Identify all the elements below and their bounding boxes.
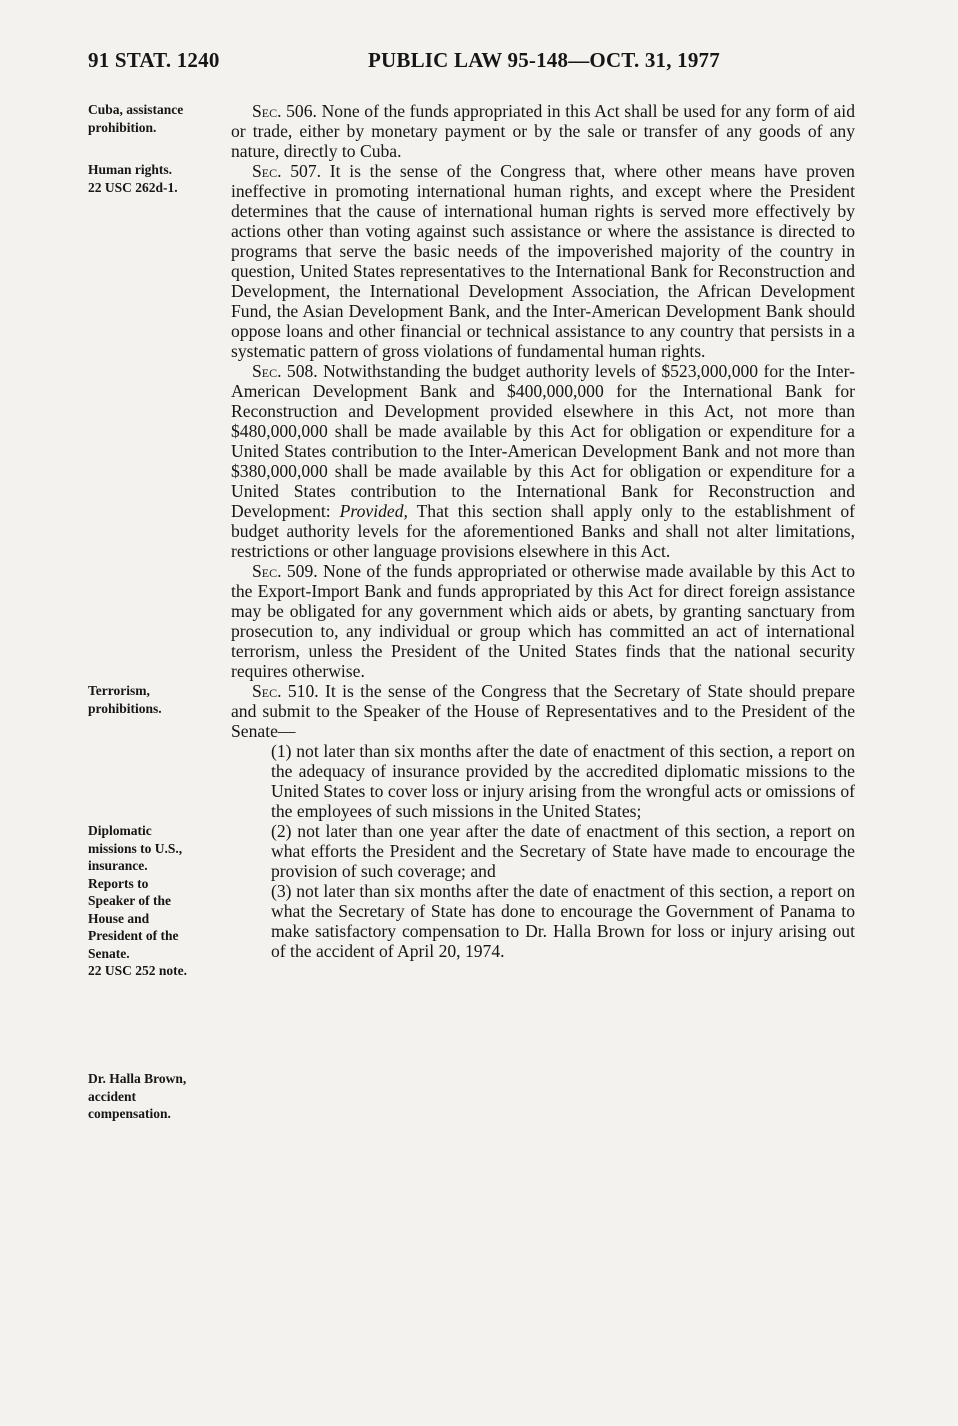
section-text: None of the funds appropriated or otherwise made available by this Act to the Export-Import Bank and funds appropriated by this Act for direct foreign assistance may be obligated for any government which aids or abets, by granting sanctuary from prosecution to, any individual or group which has committed an act of international terrorism, unless the President of the United States finds that the national security requires otherwise.	[231, 561, 855, 681]
section-510-item-3: (3) not later than six months after the date of enactment of this section, a report on what the Secretary of State has done to encourage the Government of Panama to make satisfactory compensation to Dr. Halla Brown for loss or injury arising out of the accident of April 20, 1974.	[271, 881, 855, 961]
section-text-continued: That this section shall apply only to the establishment of budget authority levels for the aforementioned Banks and shall not alter limitations, restrictions or other language provisions elsewhere in this Act.	[231, 501, 855, 561]
section-510	[231, 681, 855, 741]
section-label: Sec. 507.	[252, 161, 322, 181]
section-text: Notwithstanding the budget authority levels of $523,000,000 for the Inter-American Development Bank and $400,000,000 for the International Bank for Reconstruction and Development provided elsewhere in this Act, not more than $480,000,000 shall be made available by this Act for obligation or expenditure for a United States contribution to the Inter-American Development Bank and not more than $380,000,000 shall be made available by this Act for obligation or expenditure for a United States contribution to the International Bank for Reconstruction and Development:	[231, 361, 855, 521]
stat-page-reference: 91 STAT. 1240	[88, 48, 220, 72]
margin-note-cuba: Cuba, assistance prohibition.	[88, 102, 184, 135]
law-text-body	[231, 101, 855, 961]
margin-note-terrorism: Terrorism, prohibitions.	[88, 683, 162, 716]
section-label: Sec. 510.	[252, 681, 319, 701]
section-label: Sec. 509.	[252, 561, 318, 581]
section-text: It is the sense of the Congress that the Secretary of State should prepare and submit to the Speaker of the House of Representatives and to the President of the Senate—	[231, 681, 855, 741]
margin-note-halla-brown: Dr. Halla Brown, accident compensation.	[88, 1071, 187, 1121]
section-text: It is the sense of the Congress that, where other means have proven ineffective in promoting international human rights, and except where the President determines that the cause of international human rights is served more effectively by actions other than voting against such assistance or where the assistance is directed to programs that serve the basic needs of the impoverished majority of the country in question, United States representatives to the International Bank for Reconstruction and Development, the International Development Association, the African Development Fund, the Asian Development Bank, and the Inter-American Development Bank should oppose loans and other financial or technical assistance to any country that persists in a systematic pattern of gross violations of fundamental human rights.	[231, 161, 855, 361]
section-510-item-2: (2) not later than one year after the date of enactment of this section, a report on what efforts the President and the Secretary of State have made to encourage the provision of such coverage; and	[271, 821, 855, 881]
provided-proviso: Provided,	[339, 501, 408, 521]
section-510-item-1: (1) not later than six months after the date of enactment of this section, a report on the adequacy of insurance provided by the accredited diplomatic missions to the United States to cover loss or injury arising from the wrongful acts or omissions of the employees of such missions in the United States;	[271, 741, 855, 821]
section-507	[231, 161, 855, 361]
section-508	[231, 361, 855, 561]
section-label: Sec. 506.	[252, 101, 317, 121]
margin-note-human-rights: Human rights. 22 USC 262d-1.	[88, 162, 178, 195]
section-509	[231, 561, 855, 681]
section-text: None of the funds appropriated in this Act shall be used for any form of aid or trade, either by monetary payment or by the sale or transfer of any goods of any nature, directly to Cuba.	[231, 101, 855, 161]
margin-note-diplomatic-missions: Diplomatic missions to U.S., insurance. Reports to Speaker of the House and President of the Senate. 22 USC 252 note.	[88, 823, 188, 978]
section-label: Sec. 508.	[252, 361, 318, 381]
section-506	[231, 101, 855, 161]
public-law-title: PUBLIC LAW 95-148—OCT. 31, 1977	[368, 48, 720, 72]
